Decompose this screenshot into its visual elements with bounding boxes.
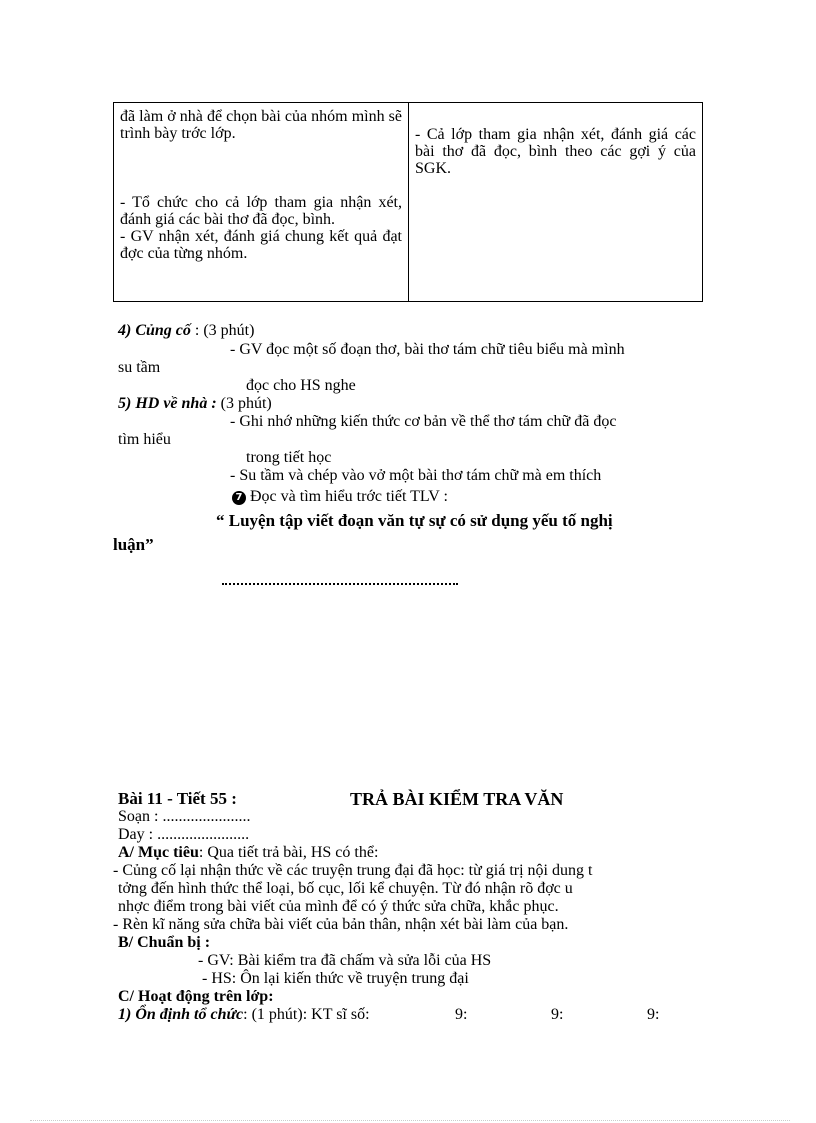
lesson-title: TRẢ BÀI KIỂM TRA VĂN — [350, 789, 564, 809]
hd-time: (3 phút) — [216, 395, 272, 412]
teacher-para-1: đã làm ở nhà để chọn bài của nhóm mình sẽ trình bày trớc lớp. — [120, 108, 402, 142]
cungco-line-1: - GV đọc một số đoạn thơ, bài thơ tám chữ tiêu biểu mà mình — [230, 341, 625, 358]
hd-heading-line — [118, 395, 272, 413]
tlv-title-1: “ Luyện tập viết đoạn văn tự sự có sử dụng yếu tố nghị — [216, 511, 613, 530]
prep-1: - GV: Bài kiểm tra đã chấm và sửa lỗi của HS — [198, 952, 492, 969]
objective-line — [118, 844, 378, 862]
hd-line-2: tìm hiểu — [118, 431, 171, 448]
objective-intro: : Qua tiết trả bài, HS có thể: — [198, 844, 379, 861]
student-para-1: - Cả lớp tham gia nhận xét, đánh giá các bài thơ đã đọc, bình theo các gợi ý của SGK. — [415, 126, 696, 177]
prep-heading: B/ Chuẩn bị : — [118, 934, 211, 951]
cungco-line-2: su tầm — [118, 359, 161, 376]
class-3: 9: — [647, 1006, 660, 1023]
activity-table — [113, 102, 703, 302]
objective-1: - Củng cố lại nhận thức về các truyện trung đại đã học: từ giá trị nội dung t — [113, 862, 593, 879]
cungco-heading-line — [118, 322, 254, 340]
class-1: 9: — [455, 1006, 468, 1023]
hd-line-3: trong tiết học — [246, 449, 332, 466]
teacher-para-2: - Tổ chức cho cả lớp tham gia nhận xét, đánh giá các bài thơ đã đọc, bình. — [120, 194, 402, 228]
activity-heading: C/ Hoạt động trên lớp: — [118, 988, 274, 1005]
cungco-line-3: đọc cho HS nghe — [246, 377, 356, 394]
student-activity-cell — [409, 103, 703, 302]
objective-2: tởng đến hình thức thể loại, bố cục, lối kể chuyện. Từ đó nhận rõ đợc u — [118, 880, 573, 897]
step1-line — [118, 1006, 370, 1024]
step1-heading: 1) Ổn định tổ chức — [118, 1006, 244, 1023]
objective-4: - Rèn kĩ năng sửa chữa bài viết của bản thân, nhận xét bài làm của bạn. — [113, 916, 569, 933]
hd-line-5 — [232, 488, 448, 506]
cungco-time: : (3 phút) — [190, 322, 255, 339]
tlv-title-2: luận” — [113, 535, 154, 554]
step1-rest: : (1 phút): KT sĩ số: — [243, 1006, 370, 1023]
hd-line-4: - Su tầm và chép vào vở một bài thơ tám chữ mà em thích — [230, 467, 602, 484]
teacher-para-3: - GV nhận xét, đánh giá chung kết quả đạt đợc của từng nhóm. — [120, 228, 402, 262]
objective-3: nhợc điểm trong bài viết của mình để có ý thức sửa chữa, khắc phục. — [118, 898, 559, 915]
day-line: Day : ....................... — [118, 826, 250, 843]
hd-line-5-text: Đọc và tìm hiểu trớc tiết TLV : — [250, 488, 448, 505]
hd-line-1: - Ghi nhớ những kiến thức cơ bản về thể thơ tám chữ đã đọc — [230, 413, 617, 430]
lesson-label: Bài 11 - Tiết 55 : — [118, 789, 237, 808]
numbered-bullet-icon: 7 — [232, 491, 246, 505]
teacher-activity-cell — [114, 103, 409, 302]
soan-line: Soạn : ...................... — [118, 808, 251, 825]
dotted-separator — [222, 575, 458, 585]
page-bottom-rule — [30, 1120, 790, 1121]
objective-heading: A/ Mục tiêu — [118, 844, 199, 861]
cungco-heading: 4) Củng cố — [118, 322, 191, 339]
hd-heading: 5) HD về nhà : — [118, 395, 217, 412]
class-2: 9: — [551, 1006, 564, 1023]
prep-2: - HS: Ôn lại kiến thức về truyện trung đại — [202, 970, 469, 987]
